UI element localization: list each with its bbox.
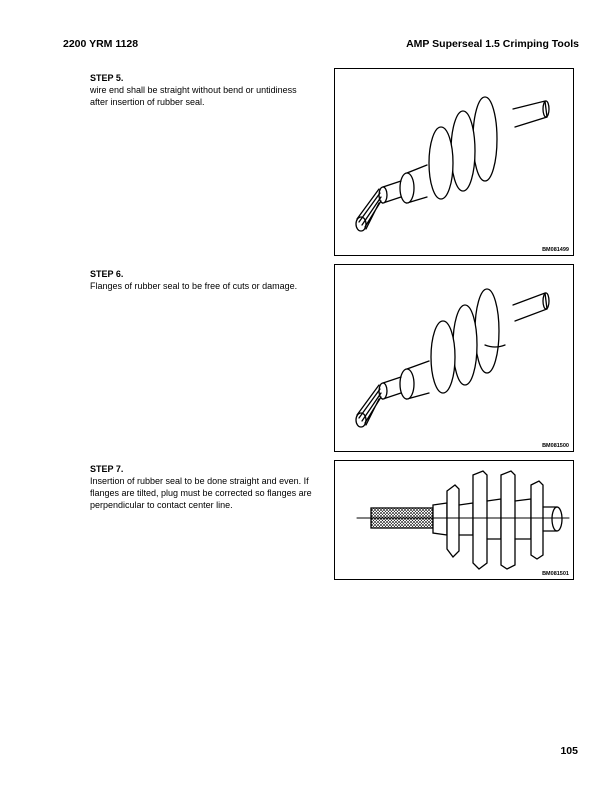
step-7-title: STEP 7. xyxy=(90,464,124,474)
step-5-text: wire end shall be straight without bend or untidiness after insertion of rubber seal. xyxy=(90,85,297,107)
step-7-text: Insertion of rubber seal to be done straight and even. If flanges are tilted, plug must be corrected so flanges are perpendicular to contact center line. xyxy=(90,476,312,510)
figure-id-6: BM081500 xyxy=(542,443,569,449)
rubber-seal-illustration-6 xyxy=(335,265,573,451)
step-5-title: STEP 5. xyxy=(90,73,124,83)
step-6-title: STEP 6. xyxy=(90,269,124,279)
step-5 xyxy=(90,72,312,108)
figure-step-6 xyxy=(334,264,574,452)
rubber-seal-side-view xyxy=(335,461,573,579)
header-doc-number: 2200 YRM 1128 xyxy=(63,38,139,50)
figure-step-5 xyxy=(334,68,574,256)
figure-id-5: BM081499 xyxy=(542,247,569,253)
header-title: AMP Superseal 1.5 Crimping Tools xyxy=(406,38,579,50)
step-6-text: Flanges of rubber seal to be free of cuts or damage. xyxy=(90,281,298,291)
step-7 xyxy=(90,463,312,511)
rubber-seal-illustration-5 xyxy=(335,69,573,255)
figure-step-7 xyxy=(334,460,574,580)
figure-id-7: BM081501 xyxy=(542,571,569,577)
page-number: 105 xyxy=(560,745,578,757)
step-6 xyxy=(90,268,312,292)
